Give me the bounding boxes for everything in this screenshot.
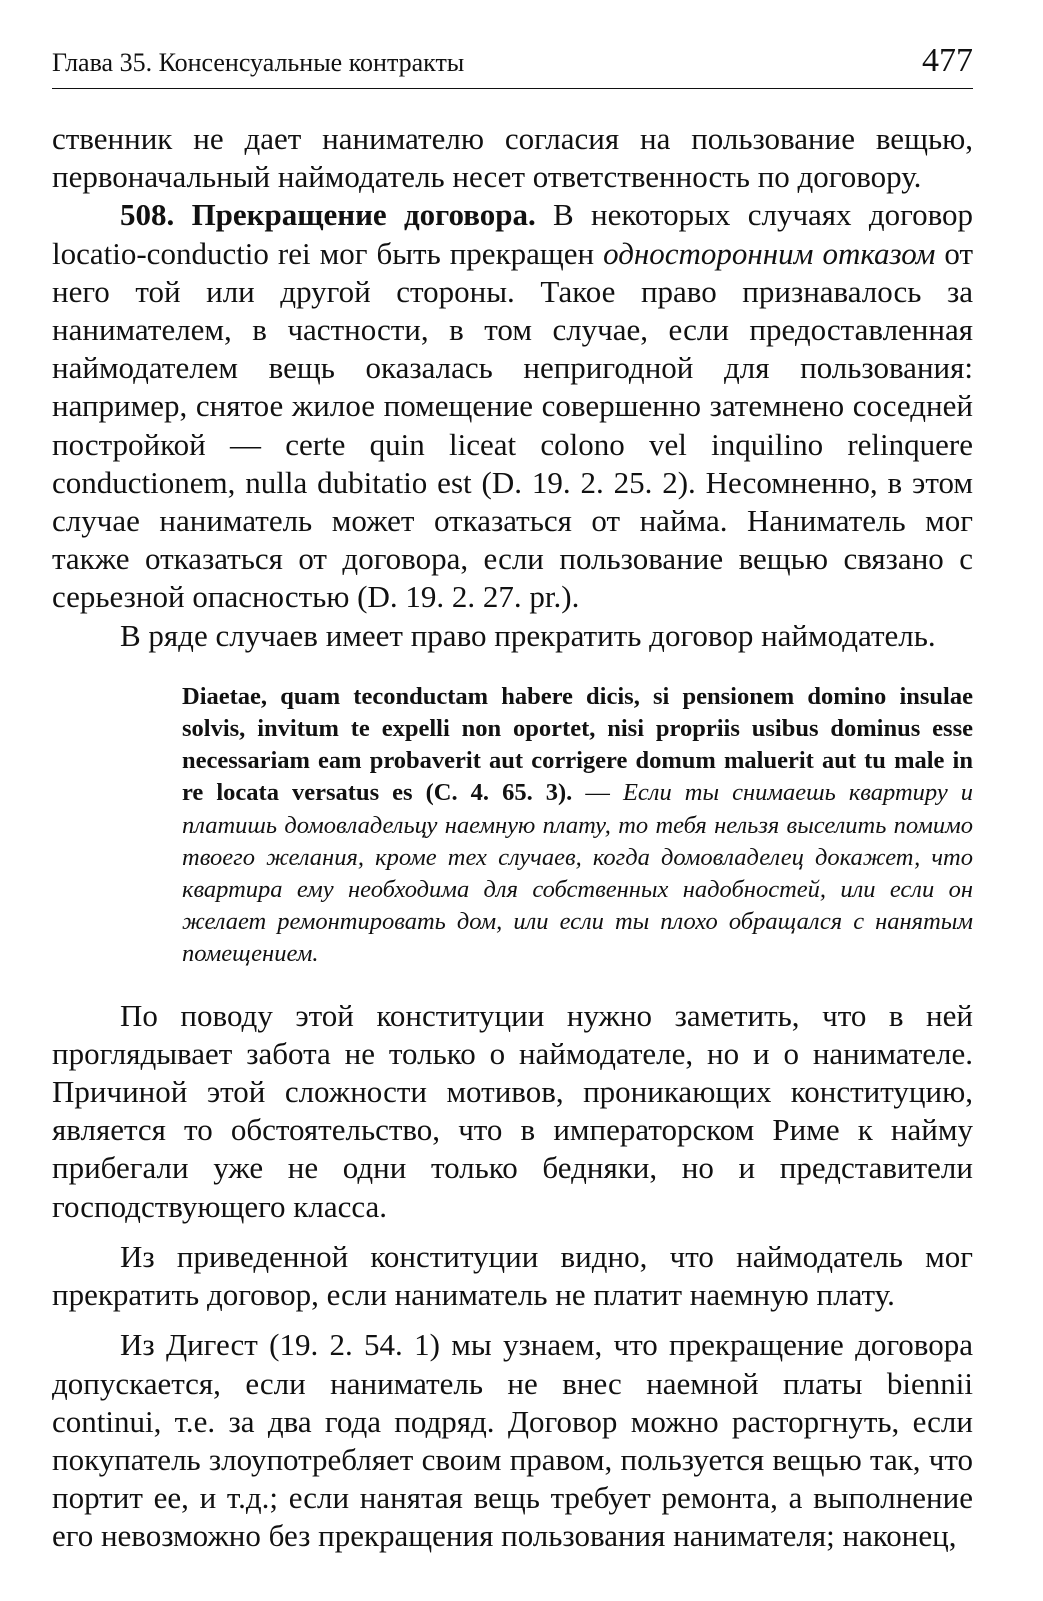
paragraph-section-508	[52, 196, 973, 616]
section-title: Прекращение договора.	[191, 197, 536, 233]
block-quote	[182, 681, 973, 971]
paragraph-text: В некоторых случаях договор locatio-conductio rei мог быть прекращен	[52, 197, 974, 271]
paragraph-rent: Из приведенной конституции видно, что наймодатель мог прекратить договор, если наниматель не платит наемную плату.	[52, 1238, 973, 1313]
paragraph-constitution: По поводу этой конституции нужно заметить, что в ней проглядывает забота не только о наймодателе, но и о нанимателе. Причиной этой сложности мотивов, проникающих конституцию, является то обстоятельство, что в императорском Риме к найму прибегали уже не одни только бедняки, но и представители господствующего класса.	[52, 997, 973, 1224]
paragraph-text: от него той или другой стороны. Такое право признавалось за нанимателем, в частности, в том случае, если предоставленная наймодателем вещь оказалась непригодной для пользования: например, снятое жилое помещение совершенно затемнено соседней постройкой — certe quin liceat colono vel inquilino relinquere conductionem, nulla dubitatio est (D. 19. 2. 25. 2). Несомненно, в этом случае наниматель может отказаться от найма. Наниматель мог также отказаться от договора, если пользование вещью связано с серьезной опасностью (D. 19. 2. 27. pr.).	[52, 235, 973, 615]
running-head: Глава 35. Консенсуальные контракты	[52, 48, 465, 77]
page-body	[52, 120, 973, 1556]
page-header	[52, 38, 973, 89]
section-number: 508.	[120, 197, 175, 233]
paragraph-landlord: В ряде случаев имеет право прекратить договор наймодатель.	[120, 617, 936, 653]
quote-dash: —	[572, 779, 623, 807]
quote-translation: Если ты снимаешь квартиру и платишь домовладельцу наемную плату, то тебя нельзя выселить помимо твоего желания, кроме тех случаев, когда домовладелец докажет, что квартира ему необходима для собственных надобностей, или если он желает ремонтировать дом, или если ты плохо обращался с нанятым помещением.	[182, 779, 974, 968]
emphasis-text: односторонним отказом	[603, 235, 936, 271]
paragraph-continuation: ственник не дает нанимателю согласия на пользование вещью, первоначальный наймодатель несет ответственность по договору.	[52, 121, 973, 195]
quote-latin: Diaetae, quam teconductam habere dicis, si pensionem domino insulae solvis, invitum te expelli non oportet, nisi propriis usibus dominus esse necessariam eam probaverit aut corrigere domum maluerit aut tu male in re locata versatus es (C. 4. 65. 3).	[182, 682, 973, 807]
page-number: 477	[922, 42, 973, 79]
paragraph-digest: Из Дигест (19. 2. 54. 1) мы узнаем, что прекращение договора допускается, если наниматель не внес наемной платы biennii continui, т.е. за два года подряд. Договор можно расторгнуть, если покупатель злоупотребляет своим правом, пользуется вещью так, что портит ее, и т.д.; если нанятая вещь требует ремонта, а выполнение его невозможно без прекращения пользования нанимателя; наконец,	[52, 1327, 973, 1554]
